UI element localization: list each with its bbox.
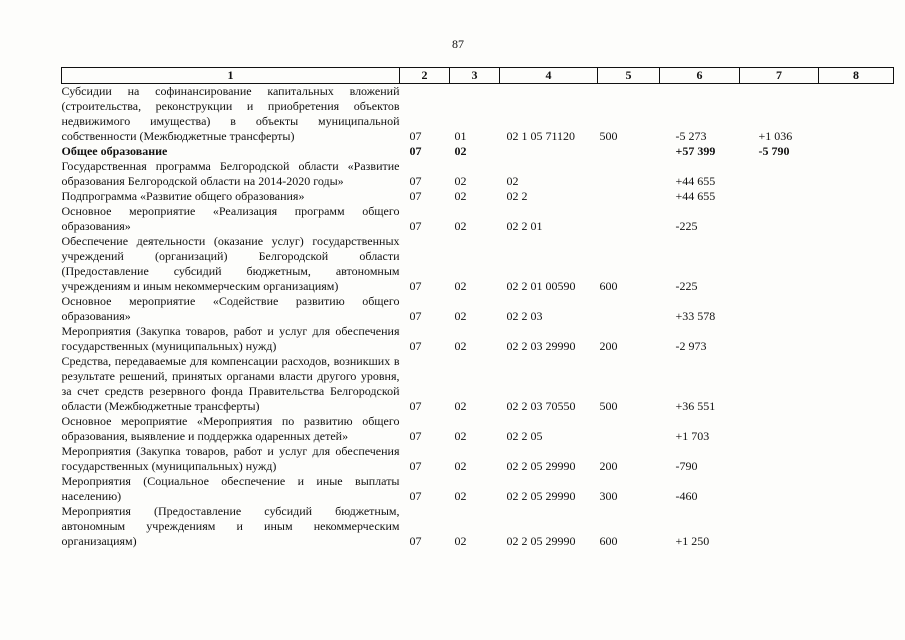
- section-code: 07: [409, 459, 422, 473]
- target-article-code: 02 2: [506, 189, 528, 203]
- amount-col6: +1 250: [675, 534, 710, 548]
- section-code: 07: [409, 174, 422, 188]
- amount-col6: +44 655: [675, 174, 716, 188]
- subsection-code: 02: [454, 459, 467, 473]
- amount-col6: -2 973: [675, 339, 707, 353]
- amount-col8: [819, 414, 894, 444]
- section-code: 07: [409, 144, 422, 158]
- target-article-code: 02 2 05 29990: [506, 489, 576, 503]
- amount-col7: [740, 189, 819, 204]
- amount-col6: +57 399: [675, 144, 716, 158]
- amount-col8: [819, 294, 894, 324]
- target-article-code: 02 2 05 29990: [506, 459, 576, 473]
- table-row: [62, 189, 894, 204]
- expense-type-code: [598, 159, 660, 189]
- subsection-code: 02: [454, 489, 467, 503]
- row-description: Мероприятия (Закупка товаров, работ и услуг для обеспечения государственных (муниципальных) нужд): [61, 324, 400, 353]
- target-article-code: 02 2 05 29990: [506, 534, 576, 548]
- amount-col7: [740, 324, 819, 354]
- amount-col7: [740, 474, 819, 504]
- target-article-code: [500, 144, 598, 159]
- column-header-1: 1: [62, 68, 400, 84]
- subsection-code: 02: [454, 339, 467, 353]
- expense-type-code: 300: [599, 489, 618, 503]
- row-description: Основное мероприятие «Мероприятия по развитию общего образования, выявление и поддержка одаренных детей»: [61, 414, 400, 443]
- amount-col7: [740, 159, 819, 189]
- amount-col6: +33 578: [675, 309, 716, 323]
- budget-table: [61, 67, 894, 549]
- table-row: [62, 159, 894, 189]
- amount-col8: [819, 474, 894, 504]
- section-code: 07: [409, 534, 422, 548]
- amount-col6: -790: [675, 459, 698, 473]
- table-row: [62, 504, 894, 549]
- table-row: [62, 324, 894, 354]
- expense-type-code: 600: [599, 534, 618, 548]
- row-description: Основное мероприятие «Содействие развитию общего образования»: [61, 294, 400, 323]
- subsection-code: 02: [454, 144, 467, 158]
- subsection-code: 02: [454, 219, 467, 233]
- section-code: 07: [409, 189, 422, 203]
- amount-col8: [819, 444, 894, 474]
- column-header-7: 7: [740, 68, 819, 84]
- amount-col7: [740, 444, 819, 474]
- table-row: [62, 204, 894, 234]
- section-code: 07: [409, 309, 422, 323]
- expense-type-code: [598, 414, 660, 444]
- table-row: [62, 84, 894, 145]
- amount-col8: [819, 84, 894, 145]
- row-description: Государственная программа Белгородской области «Развитие образования Белгородской области на 2014-2020 годы»: [61, 159, 400, 188]
- target-article-code: 02 2 03 29990: [506, 339, 576, 353]
- target-article-code: 02 1 05 71120: [506, 129, 576, 143]
- column-header-3: 3: [450, 68, 500, 84]
- target-article-code: 02 2 01 00590: [506, 279, 576, 293]
- section-code: 07: [409, 399, 422, 413]
- target-article-code: 02 2 01: [506, 219, 543, 233]
- column-number-header-row: [62, 68, 894, 84]
- subsection-code: 02: [454, 429, 467, 443]
- section-code: 07: [409, 339, 422, 353]
- amount-col6: +36 551: [675, 399, 716, 413]
- column-header-2: 2: [400, 68, 450, 84]
- subsection-code: 02: [454, 279, 467, 293]
- amount-col8: [819, 189, 894, 204]
- subsection-code: 02: [454, 174, 467, 188]
- row-description: Мероприятия (Предоставление субсидий бюджетным, автономным учреждениям и иным некоммерческим организациям): [61, 504, 400, 548]
- table-row: [62, 144, 894, 159]
- expense-type-code: [598, 189, 660, 204]
- section-code: 07: [409, 219, 422, 233]
- table-row: [62, 444, 894, 474]
- subsection-code: 02: [454, 309, 467, 323]
- expense-type-code: 500: [599, 399, 618, 413]
- target-article-code: 02 2 03 70550: [506, 399, 576, 413]
- row-description: Общее образование: [61, 144, 168, 158]
- table-row: [62, 474, 894, 504]
- amount-col6: -460: [675, 489, 698, 503]
- page-number: 87: [452, 37, 464, 51]
- amount-col6: -225: [675, 219, 698, 233]
- section-code: 07: [409, 129, 422, 143]
- expense-type-code: 600: [599, 279, 618, 293]
- column-header-5: 5: [598, 68, 660, 84]
- amount-col6: -5 273: [675, 129, 707, 143]
- column-header-4: 4: [500, 68, 598, 84]
- subsection-code: 02: [454, 189, 467, 203]
- section-code: 07: [409, 489, 422, 503]
- table-row: [62, 234, 894, 294]
- subsection-code: 02: [454, 399, 467, 413]
- target-article-code: 02 2 03: [506, 309, 543, 323]
- row-description: Средства, передаваемые для компенсации расходов, возникших в результате решений, принятых органами власти другого уровня, за счет средств резервного фонда Правительства Белгородской области (Межбюджетные трансферты): [61, 354, 400, 413]
- table-body: [62, 84, 894, 550]
- row-description: Подпрограмма «Развитие общего образования»: [61, 189, 305, 203]
- amount-col8: [819, 204, 894, 234]
- row-description: Мероприятия (Закупка товаров, работ и услуг для обеспечения государственных (муниципальных) нужд): [61, 444, 400, 473]
- amount-col6: -225: [675, 279, 698, 293]
- amount-col7: [740, 294, 819, 324]
- amount-col7: [740, 504, 819, 549]
- amount-col8: [819, 324, 894, 354]
- section-code: 07: [409, 279, 422, 293]
- amount-col8: [819, 144, 894, 159]
- expense-type-code: 200: [599, 459, 618, 473]
- amount-col7: [740, 354, 819, 414]
- section-code: 07: [409, 429, 422, 443]
- amount-col8: [819, 234, 894, 294]
- amount-col7: +1 036: [758, 129, 793, 143]
- table-row: [62, 294, 894, 324]
- column-header-6: 6: [660, 68, 740, 84]
- target-article-code: 02 2 05: [506, 429, 543, 443]
- amount-col7: [740, 414, 819, 444]
- expense-type-code: [598, 204, 660, 234]
- amount-col8: [819, 159, 894, 189]
- expense-type-code: 200: [599, 339, 618, 353]
- amount-col7: [740, 234, 819, 294]
- amount-col7: -5 790: [758, 144, 790, 158]
- subsection-code: 01: [454, 129, 467, 143]
- subsection-code: 02: [454, 534, 467, 548]
- row-description: Основное мероприятие «Реализация программ общего образования»: [61, 204, 400, 233]
- amount-col8: [819, 354, 894, 414]
- column-header-8: 8: [819, 68, 894, 84]
- row-description: Мероприятия (Социальное обеспечение и иные выплаты населению): [61, 474, 400, 503]
- amount-col6: +1 703: [675, 429, 710, 443]
- row-description: Субсидии на софинансирование капитальных вложений (строительства, реконструкции и приобретения объектов недвижимого имущества) в объекты муниципальной собственности (Межбюджетные трансферты): [61, 84, 400, 143]
- amount-col6: +44 655: [675, 189, 716, 203]
- expense-type-code: [598, 294, 660, 324]
- amount-col8: [819, 504, 894, 549]
- expense-type-code: [598, 144, 660, 159]
- table-row: [62, 354, 894, 414]
- amount-col7: [740, 204, 819, 234]
- row-description: Обеспечение деятельности (оказание услуг) государственных учреждений (организаций) Белгородской области (Предоставление субсидий бюджетным, автономным учреждениям и иным некоммерческим организациям): [61, 234, 400, 293]
- target-article-code: 02: [506, 174, 519, 188]
- table-row: [62, 414, 894, 444]
- expense-type-code: 500: [599, 129, 618, 143]
